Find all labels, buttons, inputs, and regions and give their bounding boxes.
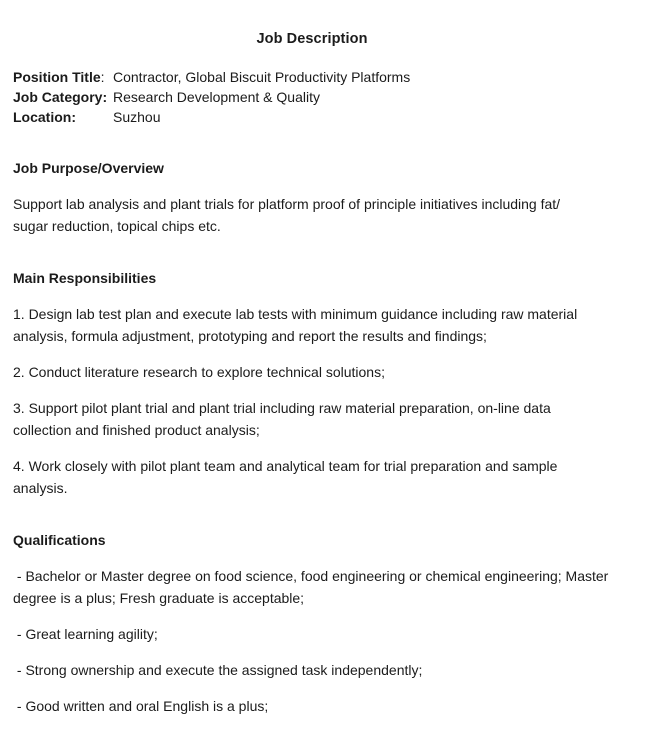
meta-row-job-category: [13, 87, 611, 107]
position-title-value: Contractor, Global Biscuit Productivity Platforms: [113, 69, 411, 85]
qualification-item: - Bachelor or Master degree on food science, food engineering or chemical engineering; Master degree is a plus; Fresh graduate is acceptable;: [13, 568, 609, 606]
section-job-purpose: [13, 157, 611, 237]
meta-label: Job Category:: [13, 89, 108, 105]
section-heading: Main Responsibilities: [13, 270, 157, 286]
job-category-value: Research Development & Quality: [113, 89, 320, 105]
qualification-item: - Good written and oral English is a plus;: [13, 698, 269, 714]
meta-label: Location:: [13, 109, 76, 125]
meta-row-position-title: [13, 67, 611, 87]
meta-label: Position Title:: [13, 69, 105, 85]
qualification-item: - Strong ownership and execute the assigned task independently;: [13, 662, 423, 678]
responsibility-item: 4. Work closely with pilot plant team and analytical team for trial preparation and sample analysis.: [13, 458, 558, 496]
position-meta-block: [13, 67, 611, 127]
section-main-responsibilities: [13, 267, 611, 499]
section-heading: Job Purpose/Overview: [13, 160, 164, 176]
location-value: Suzhou: [113, 109, 161, 125]
qualification-item: - Great learning agility;: [13, 626, 158, 642]
meta-row-location: [13, 107, 611, 127]
responsibility-item: 3. Support pilot plant trial and plant trial including raw material preparation, on-line data collection and finished product analysis;: [13, 400, 551, 438]
document-title: Job Description: [256, 31, 368, 47]
paragraph: Support lab analysis and plant trials for platform proof of principle initiatives including fat/ sugar reduction, topical chips etc.: [13, 196, 561, 234]
section-heading: Qualifications: [13, 532, 106, 548]
section-qualifications: [13, 529, 611, 717]
responsibility-item: 1. Design lab test plan and execute lab tests with minimum guidance including raw material analysis, formula adjustment, prototyping and report the results and findings;: [13, 306, 578, 344]
responsibility-item: 2. Conduct literature research to explore technical solutions;: [13, 364, 385, 380]
